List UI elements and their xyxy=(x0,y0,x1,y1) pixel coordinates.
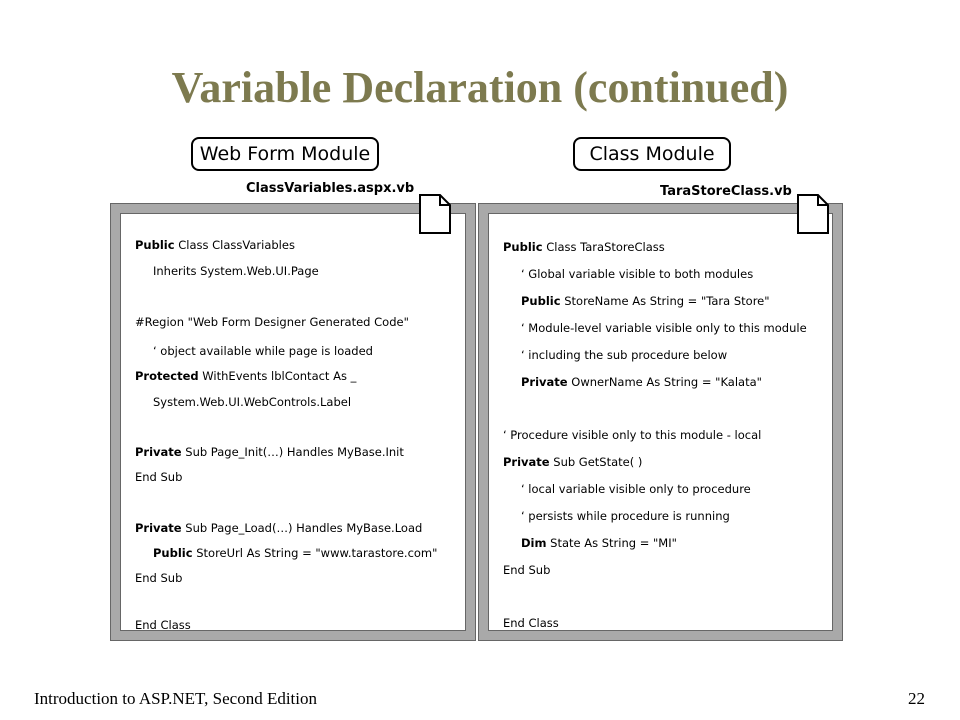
code-text: End Class xyxy=(135,618,191,632)
code-keyword: Public xyxy=(153,546,193,560)
code-line xyxy=(135,238,295,252)
code-line xyxy=(503,536,677,550)
code-text: State As String = "MI" xyxy=(546,536,677,550)
code-line xyxy=(135,546,437,560)
code-text: StoreUrl As String = "www.tarastore.com" xyxy=(192,546,438,560)
code-text: WithEvents lblContact As _ xyxy=(198,369,357,383)
class-module-label: Class Module xyxy=(573,137,731,171)
code-keyword: Public xyxy=(503,240,543,254)
code-text: End Sub xyxy=(135,470,183,484)
code-text: ‘ including the sub procedure below xyxy=(521,348,728,362)
code-keyword: Public xyxy=(521,294,561,308)
code-line xyxy=(503,321,807,335)
code-text: #Region "Web Form Designer Generated Code" xyxy=(135,315,409,329)
code-line xyxy=(135,470,182,484)
code-text: ‘ Module-level variable visible only to this module xyxy=(521,321,807,335)
code-text: End Sub xyxy=(135,571,183,585)
code-line xyxy=(503,240,665,254)
code-line xyxy=(135,315,409,329)
left-code-panel xyxy=(110,203,476,641)
left-filename: ClassVariables.aspx.vb xyxy=(246,181,415,196)
code-text: End Class xyxy=(503,616,559,630)
code-line xyxy=(135,521,422,535)
code-keyword: Private xyxy=(503,455,550,469)
code-keyword: Private xyxy=(135,445,182,459)
code-line xyxy=(135,369,356,383)
code-line xyxy=(135,445,404,459)
code-line xyxy=(135,571,182,585)
code-keyword: Dim xyxy=(521,536,547,550)
code-line xyxy=(503,455,642,469)
code-text: Sub Page_Init(…) Handles MyBase.Init xyxy=(181,445,404,459)
code-line xyxy=(503,563,550,577)
code-text: StoreName As String = "Tara Store" xyxy=(560,294,770,308)
code-text: Inherits System.Web.UI.Page xyxy=(153,264,319,278)
code-text: Class TaraStoreClass xyxy=(542,240,665,254)
footer-course-title: Introduction to ASP.NET, Second Edition xyxy=(34,689,318,708)
code-text: Sub Page_Load(…) Handles MyBase.Load xyxy=(181,521,423,535)
code-line xyxy=(503,375,762,389)
document-icon xyxy=(796,193,830,235)
web-form-module-label: Web Form Module xyxy=(191,137,379,171)
code-line xyxy=(503,509,730,523)
code-line xyxy=(503,482,751,496)
code-keyword: Private xyxy=(135,521,182,535)
slide-title: Variable Declaration (continued) xyxy=(171,63,789,112)
code-text: System.Web.UI.WebControls.Label xyxy=(153,395,352,409)
code-line xyxy=(503,428,761,442)
code-text: Class ClassVariables xyxy=(174,238,295,252)
code-line xyxy=(503,294,770,308)
right-code-area xyxy=(488,213,833,631)
code-line xyxy=(503,616,559,630)
page-number: 22 xyxy=(908,689,925,708)
code-text: Sub GetState( ) xyxy=(549,455,643,469)
code-text: ‘ object available while page is loaded xyxy=(153,344,373,358)
right-filename: TaraStoreClass.vb xyxy=(660,184,792,199)
code-text: End Sub xyxy=(503,563,551,577)
code-line xyxy=(135,618,191,632)
code-line xyxy=(503,267,753,281)
left-code-area xyxy=(120,213,466,631)
code-line xyxy=(135,344,373,358)
code-line xyxy=(135,395,351,409)
code-text: ‘ persists while procedure is running xyxy=(521,509,730,523)
code-text: ‘ Procedure visible only to this module - local xyxy=(503,428,762,442)
right-code-panel xyxy=(478,203,843,641)
code-keyword: Public xyxy=(135,238,175,252)
document-icon xyxy=(418,193,452,235)
code-line xyxy=(503,348,727,362)
code-keyword: Private xyxy=(521,375,568,389)
code-keyword: Protected xyxy=(135,369,199,383)
code-line xyxy=(135,264,319,278)
code-text: ‘ Global variable visible to both modules xyxy=(521,267,754,281)
code-text: OwnerName As String = "Kalata" xyxy=(567,375,762,389)
code-text: ‘ local variable visible only to procedure xyxy=(521,482,751,496)
